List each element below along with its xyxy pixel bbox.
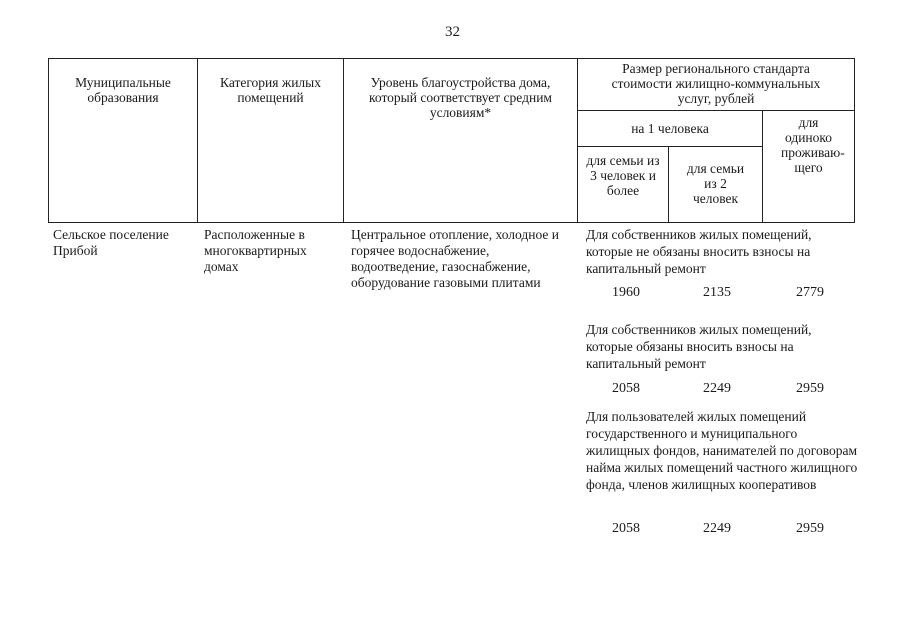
- header-family-3: [577, 146, 669, 223]
- header-per-person: [577, 110, 763, 147]
- header-family-2: [668, 146, 763, 223]
- group-2-label: Для собственников жилых помещений, которые обязаны вносить взносы на капитальный ремонт: [586, 322, 812, 371]
- group-1-single-value: 2779: [796, 285, 824, 300]
- header-municipality: [48, 58, 198, 223]
- group-1-family-3-value: 1960: [612, 285, 640, 300]
- header-level: [343, 58, 578, 223]
- group-3-family-2-value: 2249: [703, 521, 731, 536]
- header-family-2-text: для семьи из 2 человек: [686, 161, 745, 206]
- group-2-family-3-value: 2058: [612, 381, 640, 396]
- group-3-label: Для пользователей жилых помещений государственного и муниципального жилищных фондов, нанимателей по договорам найма жилых помещений частного жилищного фонда, членов жилищных кооперативов: [586, 409, 858, 492]
- header-category-text: Категория жилых помещений: [220, 75, 321, 105]
- row-level: Центральное отопление, холодное и горячее водоснабжение, водоотведение, газоснабжение, оборудование газовыми плитами: [351, 227, 559, 290]
- group-3-single-value: 2959: [796, 521, 824, 536]
- header-level-text: Уровень благоустройства дома, который соответствует средним условиям*: [369, 75, 552, 120]
- group-1-family-2-value: 2135: [703, 285, 731, 300]
- header-standard-size: [577, 58, 855, 111]
- header-single-text: для одиноко проживаю-щего: [781, 115, 845, 175]
- header-municipality-text: Муниципальные образования: [75, 75, 171, 105]
- header-family-3-text: для семьи из 3 человек и более: [586, 153, 660, 198]
- header-category: [197, 58, 344, 223]
- group-1-label: Для собственников жилых помещений, которые не обязаны вносить взносы на капитальный ремонт: [586, 227, 812, 276]
- header-standard-size-text: Размер регионального стандарта стоимости жилищно-коммунальных услуг, рублей: [611, 61, 821, 106]
- header-per-person-text: на 1 человека: [631, 121, 709, 136]
- page-number: 32: [445, 24, 460, 40]
- group-3-family-3-value: 2058: [612, 521, 640, 536]
- row-category: Расположенные в многоквартирных домах: [204, 227, 307, 274]
- header-single: [762, 110, 855, 223]
- group-2-single-value: 2959: [796, 381, 824, 396]
- group-2-family-2-value: 2249: [703, 381, 731, 396]
- row-municipality: Сельское поселение Прибой: [53, 227, 169, 258]
